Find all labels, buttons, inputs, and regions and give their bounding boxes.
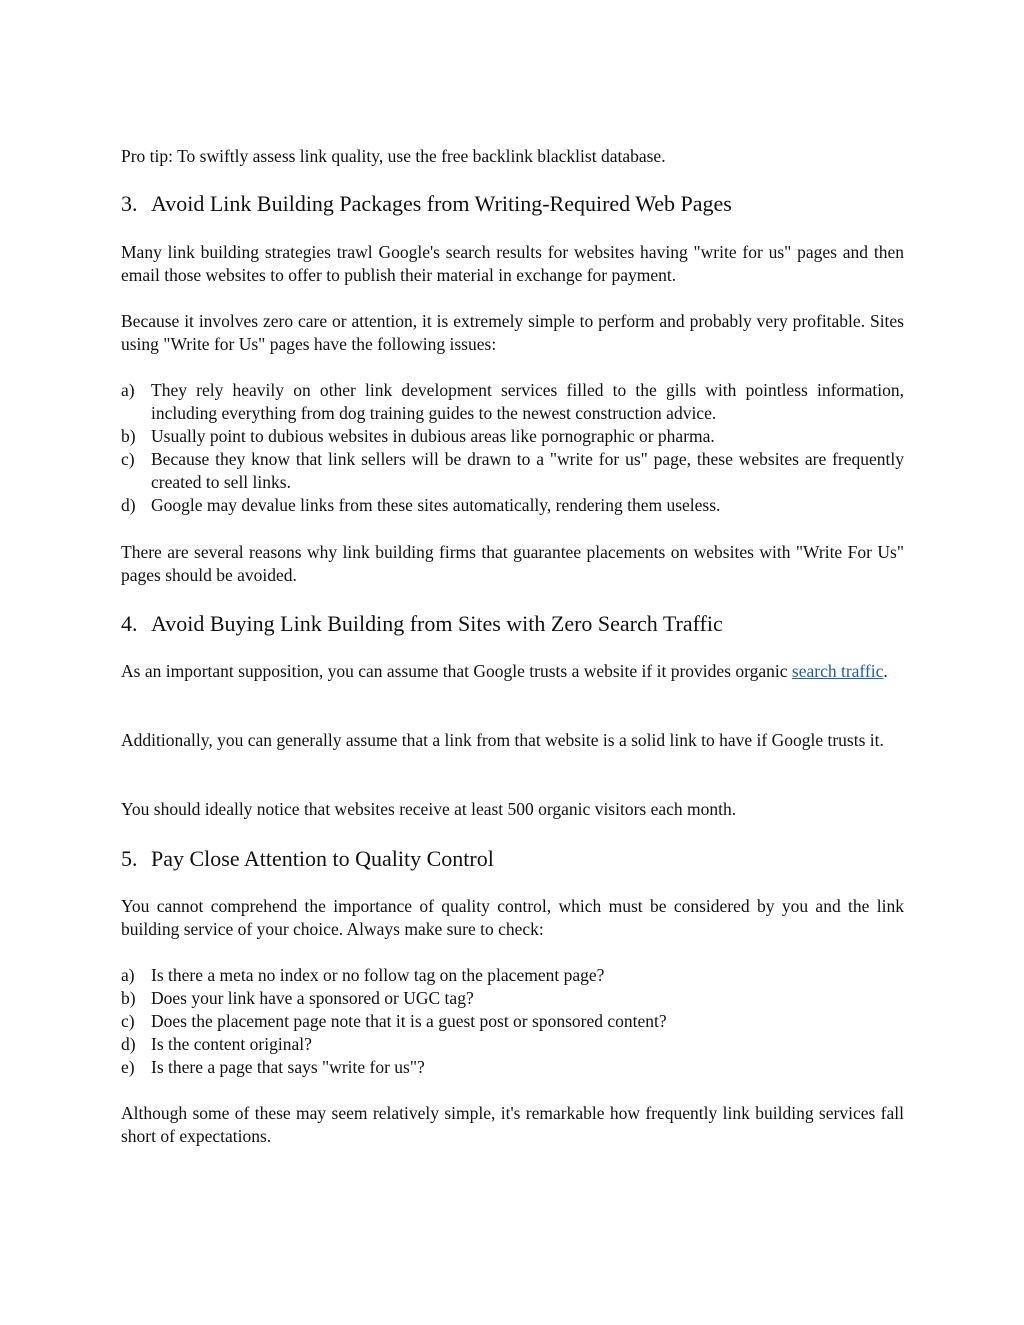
section-5-title: Pay Close Attention to Quality Control: [151, 846, 494, 871]
section-3-title: Avoid Link Building Packages from Writing-Required Web Pages: [151, 191, 732, 216]
section-5-paragraph-1: You cannot comprehend the importance of quality control, which must be considered by you and the link building service of your choice. Always make sure to check:: [121, 896, 904, 939]
list-marker: a): [121, 965, 135, 985]
section-3-number: 3.: [121, 191, 138, 216]
section-5-number: 5.: [121, 846, 138, 871]
section-3-issues-list: [121, 379, 904, 517]
list-marker: d): [121, 1034, 136, 1054]
section-4-paragraph-2: Additionally, you can generally assume that a link from that website is a solid link to have if Google trusts it.: [121, 730, 884, 750]
search-traffic-link[interactable]: search traffic: [791, 661, 884, 681]
list-item-text: Is there a page that says "write for us"?: [151, 1057, 425, 1077]
list-item: [121, 1033, 904, 1056]
list-item: [121, 1056, 904, 1079]
section-4-number: 4.: [121, 611, 138, 636]
section-5-paragraph-2: Although some of these may seem relatively simple, it's remarkable how frequently link building services fall short of expectations.: [121, 1103, 904, 1146]
section-4-paragraph-3: You should ideally notice that websites receive at least 500 organic visitors each month.: [121, 799, 737, 819]
list-marker: e): [121, 1057, 135, 1077]
list-item: [121, 987, 904, 1010]
list-item-text: Does your link have a sponsored or UGC tag?: [151, 988, 474, 1008]
section-5-heading: [121, 845, 904, 873]
list-item-text: Is there a meta no index or no follow tag on the placement page?: [151, 965, 605, 985]
section-4-heading: [121, 610, 904, 638]
list-item: [121, 425, 904, 448]
section-4-paragraph-1: [121, 660, 904, 683]
list-item-text: Does the placement page note that it is a guest post or sponsored content?: [151, 1011, 667, 1031]
section-4-title: Avoid Buying Link Building from Sites with Zero Search Traffic: [151, 611, 723, 636]
list-item-text: They rely heavily on other link development services filled to the gills with pointless information, including everything from dog training guides to the newest construction advice.: [151, 380, 904, 423]
section-4-paragraph-1-text: As an important supposition, you can assume that Google trusts a website if it provides organic: [121, 661, 792, 681]
list-item-text: Because they know that link sellers will be drawn to a "write for us" page, these websites are frequently created to sell links.: [151, 449, 904, 492]
section-3-paragraph-3: There are several reasons why link building firms that guarantee placements on websites with "Write For Us" pages should be avoided.: [121, 542, 904, 585]
list-item: [121, 1010, 904, 1033]
section-5-checklist: [121, 964, 904, 1079]
section-3-heading: [121, 190, 904, 218]
pro-tip-paragraph: Pro tip: To swiftly assess link quality, use the free backlink blacklist database.: [121, 146, 666, 166]
section-3-paragraph-2: Because it involves zero care or attention, it is extremely simple to perform and probably very profitable. Sites using "Write for Us" pages have the following issues:: [121, 311, 904, 354]
list-item-text: Is the content original?: [151, 1034, 312, 1054]
section-3-paragraph-1: Many link building strategies trawl Google's search results for websites having "write for us" pages and then email those websites to offer to publish their material in exchange for payment.: [121, 242, 904, 285]
list-marker: b): [121, 988, 136, 1008]
list-item-text: Google may devalue links from these sites automatically, rendering them useless.: [151, 495, 721, 515]
list-item: [121, 448, 904, 494]
list-marker: c): [121, 1011, 135, 1031]
list-marker: b): [121, 426, 136, 446]
list-marker: a): [121, 380, 135, 400]
list-item-text: Usually point to dubious websites in dubious areas like pornographic or pharma.: [151, 426, 715, 446]
list-item: [121, 964, 904, 987]
list-item: [121, 494, 904, 517]
list-marker: d): [121, 495, 136, 515]
list-item: [121, 379, 904, 425]
list-marker: c): [121, 449, 135, 469]
section-4-paragraph-1-end: .: [883, 661, 888, 681]
